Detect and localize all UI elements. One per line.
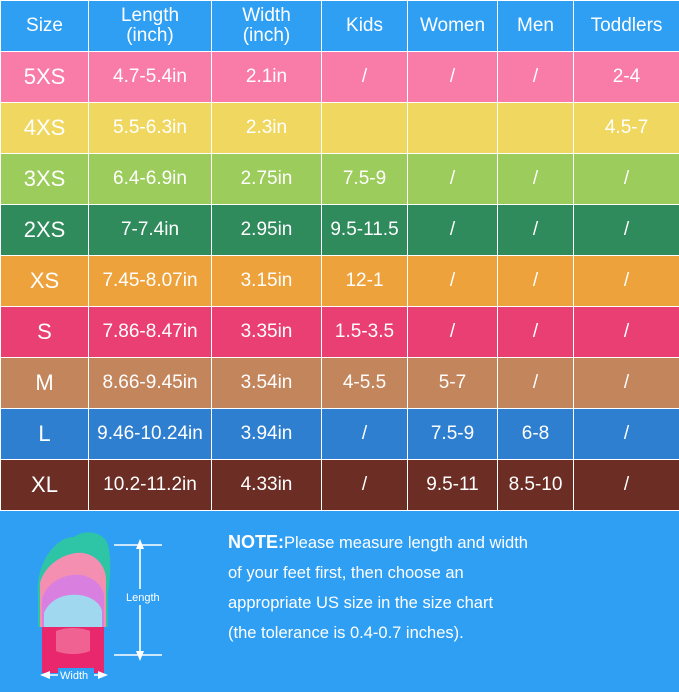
cell-women: / xyxy=(408,307,498,358)
header-line: Kids xyxy=(346,15,383,36)
swim-fin-diagram xyxy=(22,523,202,683)
cell-length: 8.66-9.45in xyxy=(89,358,212,409)
cell-kids: / xyxy=(322,409,408,460)
header-line: Men xyxy=(517,15,554,36)
cell-width: 2.75in xyxy=(212,154,322,205)
header-line: Toddlers xyxy=(591,15,663,36)
cell-length: 5.5-6.3in xyxy=(89,103,212,154)
cell-width: 4.33in xyxy=(212,460,322,511)
length-label: Length xyxy=(126,592,160,604)
cell-width: 3.54in xyxy=(212,358,322,409)
cell-women: 7.5-9 xyxy=(408,409,498,460)
cell-length: 7-7.4in xyxy=(89,205,212,256)
cell-kids: 7.5-9 xyxy=(322,154,408,205)
cell-length: 10.2-11.2in xyxy=(89,460,212,511)
note-text-block xyxy=(228,527,669,648)
cell-men: / xyxy=(498,52,574,103)
note-line-2: of your feet first, then choose an xyxy=(228,558,669,588)
column-header-length xyxy=(89,1,212,52)
cell-kids: 9.5-11.5 xyxy=(322,205,408,256)
header-row xyxy=(1,1,679,52)
cell-width: 2.95in xyxy=(212,205,322,256)
cell-men: / xyxy=(498,205,574,256)
cell-length: 6.4-6.9in xyxy=(89,154,212,205)
cell-kids: / xyxy=(322,52,408,103)
cell-men: 6-8 xyxy=(498,409,574,460)
table-row xyxy=(1,256,679,307)
column-header-women xyxy=(408,1,498,52)
cell-toddlers: / xyxy=(574,307,679,358)
column-header-size xyxy=(1,1,89,52)
header-line: Length xyxy=(121,5,179,26)
cell-size: S xyxy=(1,307,89,358)
cell-width: 2.3in xyxy=(212,103,322,154)
cell-size: 5XS xyxy=(1,52,89,103)
cell-women: 5-7 xyxy=(408,358,498,409)
column-header-width xyxy=(212,1,322,52)
cell-women xyxy=(408,103,498,154)
cell-size: M xyxy=(1,358,89,409)
note-line-1 xyxy=(228,527,669,558)
cell-size: L xyxy=(1,409,89,460)
note-line-3: appropriate US size in the size chart xyxy=(228,588,669,618)
cell-length: 7.86-8.47in xyxy=(89,307,212,358)
cell-toddlers: / xyxy=(574,460,679,511)
table-row xyxy=(1,52,679,103)
table-row xyxy=(1,460,679,511)
cell-kids xyxy=(322,103,408,154)
cell-kids: 12-1 xyxy=(322,256,408,307)
cell-women: / xyxy=(408,52,498,103)
cell-men: / xyxy=(498,154,574,205)
table-header xyxy=(1,1,679,52)
cell-width: 2.1in xyxy=(212,52,322,103)
cell-women: / xyxy=(408,205,498,256)
cell-width: 3.35in xyxy=(212,307,322,358)
cell-toddlers: / xyxy=(574,409,679,460)
cell-length: 9.46-10.24in xyxy=(89,409,212,460)
note-label: NOTE: xyxy=(228,532,284,552)
cell-length: 7.45-8.07in xyxy=(89,256,212,307)
header-line: Size xyxy=(26,15,63,36)
cell-toddlers: 2-4 xyxy=(574,52,679,103)
note-line-4: (the tolerance is 0.4-0.7 inches). xyxy=(228,618,669,648)
cell-toddlers: / xyxy=(574,256,679,307)
column-header-kids xyxy=(322,1,408,52)
cell-size: 4XS xyxy=(1,103,89,154)
cell-size: 3XS xyxy=(1,154,89,205)
table-row xyxy=(1,154,679,205)
width-label: Width xyxy=(60,670,88,682)
header-line: Width xyxy=(242,5,291,26)
cell-women: 9.5-11 xyxy=(408,460,498,511)
column-header-toddlers xyxy=(574,1,679,52)
note-panel xyxy=(0,511,679,692)
table-row xyxy=(1,358,679,409)
cell-kids: 4-5.5 xyxy=(322,358,408,409)
header-line: (inch) xyxy=(243,25,291,46)
header-line: (inch) xyxy=(126,25,174,46)
cell-men: / xyxy=(498,358,574,409)
cell-size: XS xyxy=(1,256,89,307)
cell-width: 3.94in xyxy=(212,409,322,460)
cell-men: / xyxy=(498,256,574,307)
table-row xyxy=(1,103,679,154)
cell-women: / xyxy=(408,256,498,307)
cell-size: XL xyxy=(1,460,89,511)
cell-toddlers: / xyxy=(574,358,679,409)
table-row xyxy=(1,409,679,460)
cell-kids: 1.5-3.5 xyxy=(322,307,408,358)
table-row xyxy=(1,307,679,358)
column-header-men xyxy=(498,1,574,52)
cell-length: 4.7-5.4in xyxy=(89,52,212,103)
note-line-text: Please measure length and width xyxy=(284,534,528,552)
fin-measurement-svg xyxy=(22,523,202,683)
header-line: Women xyxy=(420,15,485,36)
cell-toddlers: / xyxy=(574,205,679,256)
cell-men xyxy=(498,103,574,154)
table-row xyxy=(1,205,679,256)
cell-men: 8.5-10 xyxy=(498,460,574,511)
cell-kids: / xyxy=(322,460,408,511)
table-body xyxy=(1,52,679,511)
cell-width: 3.15in xyxy=(212,256,322,307)
cell-toddlers: 4.5-7 xyxy=(574,103,679,154)
cell-women: / xyxy=(408,154,498,205)
cell-size: 2XS xyxy=(1,205,89,256)
cell-men: / xyxy=(498,307,574,358)
cell-toddlers: / xyxy=(574,154,679,205)
